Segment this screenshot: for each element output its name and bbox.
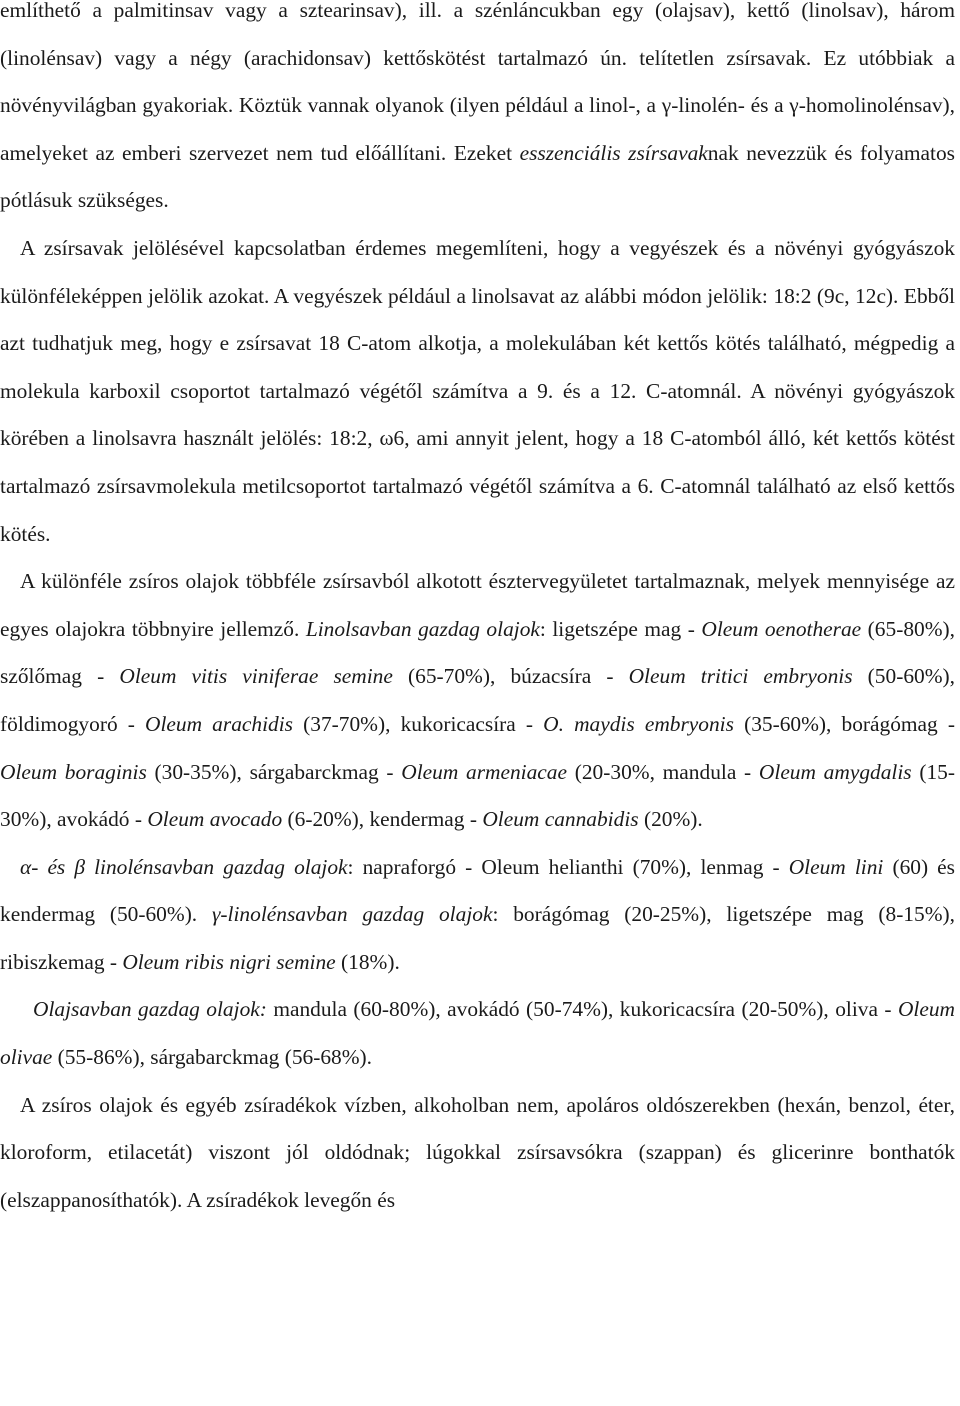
- text-segment: : napraforgó - Oleum helianthi (70%), lenmag -: [347, 854, 789, 879]
- text-segment-italic: O. maydis embryonis: [543, 711, 734, 736]
- text-segment-italic: α- és β linolénsavban gazdag olajok: [20, 854, 348, 879]
- text-segment-italic: Oleum cannabidis: [482, 807, 639, 832]
- text-segment: A zsírsavak jelölésével kapcsolatban érdemes megemlíteni, hogy a vegyészek és a növényi gyógyászok különféleképpen jelölik azokat. A vegyészek például a linolsavat az alábbi módon jelölik: 18:2 (9c, 12c). Ebből azt tudhatjuk meg, hogy e zsírsavat 18 C-atom alkotja, a molekulában két kettős kötés található, mégpedig a molekula karboxil csoportot tartalmazó végétől számítva a 9. és a 12. C-atomnál. A növényi gyógyászok körében a linolsavra használt jelölés: 18:2, ω6, ami annyit jelent, hogy a 18 C-atomból álló, két kettős kötést tartalmazó zsírsavmolekula metilcsoportot tartalmazó végétől számítva a 6. C-atomnál található az első kettős kötés.: [0, 235, 955, 546]
- text-segment-italic: Oleum armeniacae: [401, 759, 567, 784]
- text-segment-italic: Olajsavban gazdag olajok:: [33, 997, 267, 1022]
- text-segment-italic: Oleum vitis viniferae semine: [119, 664, 393, 689]
- text-segment-italic: esszenciális zsírsavak: [519, 140, 708, 165]
- text-segment: (15-30%), avokádó -: [0, 759, 955, 832]
- text-segment: : borágómag (20-25%), ligetszépe mag (8-15%), ribiszkemag -: [0, 902, 955, 974]
- text-segment: említhető a palmitinsav vagy a sztearinsav), ill. a szénláncukban egy (olajsav), kettő (linolsav), három (linolénsav) vagy a négy (arachidonsav) kettőskötést tartalmazó ún. telítetlen zsírsavak. Ez utóbbiak a növényvilágban gyakoriak. Köztük vannak olyanok (ilyen például a linol-, a γ-linolén- és a γ-homolinolénsav), amelyeket az emberi szervezet nem tud előállítani. Ezeket: [0, 0, 955, 165]
- text-segment-italic: Oleum olivae: [0, 997, 955, 1070]
- paragraph-fatty-acid-notation: [0, 225, 955, 558]
- paragraph-linoleic-rich-oils: [0, 558, 955, 844]
- text-segment: (50-60%), földimogyoró -: [0, 664, 955, 736]
- text-segment-italic: Oleum oenotherae: [701, 616, 862, 641]
- text-segment: (35-60%), borágómag -: [733, 711, 955, 736]
- text-segment: nak nevezzük és folyamatos pótlásuk szükséges.: [0, 140, 955, 213]
- text-segment: (20%).: [638, 807, 703, 832]
- text-segment-italic: Oleum ribis nigri semine: [122, 949, 336, 974]
- text-segment: (65-70%), búzacsíra -: [392, 664, 629, 689]
- text-segment-italic: Linolsavban gazdag olajok: [305, 616, 540, 641]
- text-segment-italic: Oleum tritici embryonis: [628, 664, 853, 689]
- text-segment: (65-80%), szőlőmag -: [0, 616, 956, 689]
- text-segment-italic: Oleum avocado: [147, 807, 283, 832]
- paragraph-oil-solubility: [0, 1082, 955, 1225]
- paragraph-essential-fatty-acids: [0, 0, 955, 225]
- text-segment: (60) és kendermag (50-60%).: [0, 854, 955, 927]
- text-segment: (6-20%), kendermag -: [282, 807, 483, 832]
- text-segment: mandula (60-80%), avokádó (50-74%), kukoricacsíra (20-50%), oliva -: [266, 997, 898, 1022]
- text-segment: A zsíros olajok és egyéb zsíradékok vízben, alkoholban nem, apoláros oldószerekben (hexán, benzol, éter, kloroform, etilacetát) viszont jól oldódnak; lúgokkal zsírsavsókra (szappan) és glicerinre bonthatók (elszappanosíthatók). A zsíradékok levegőn és: [0, 1092, 955, 1212]
- text-segment-italic: Oleum lini: [788, 854, 884, 879]
- text-segment-italic: Oleum amygdalis: [758, 759, 912, 784]
- text-segment-italic: Oleum arachidis: [145, 711, 293, 736]
- paragraph-oleic-rich-oils: [0, 986, 955, 1081]
- text-segment-italic: Oleum boraginis: [0, 759, 147, 784]
- text-segment: : ligetszépe mag -: [539, 616, 702, 641]
- text-segment: (37-70%), kukoricacsíra -: [293, 711, 544, 736]
- text-segment: (18%).: [335, 949, 400, 974]
- paragraph-linolenic-rich-oils: [0, 844, 955, 987]
- text-segment: (20-30%, mandula -: [567, 759, 759, 784]
- text-segment: (55-86%), sárgabarckmag (56-68%).: [52, 1045, 373, 1070]
- text-segment: (30-35%), sárgabarckmag -: [146, 759, 402, 784]
- text-segment-italic: γ-linolénsavban gazdag olajok: [211, 902, 493, 927]
- text-segment: A különféle zsíros olajok többféle zsírsavból alkotott észtervegyületet tartalmaznak, melyek mennyisége az egyes olajokra többnyire jellemző.: [0, 569, 955, 641]
